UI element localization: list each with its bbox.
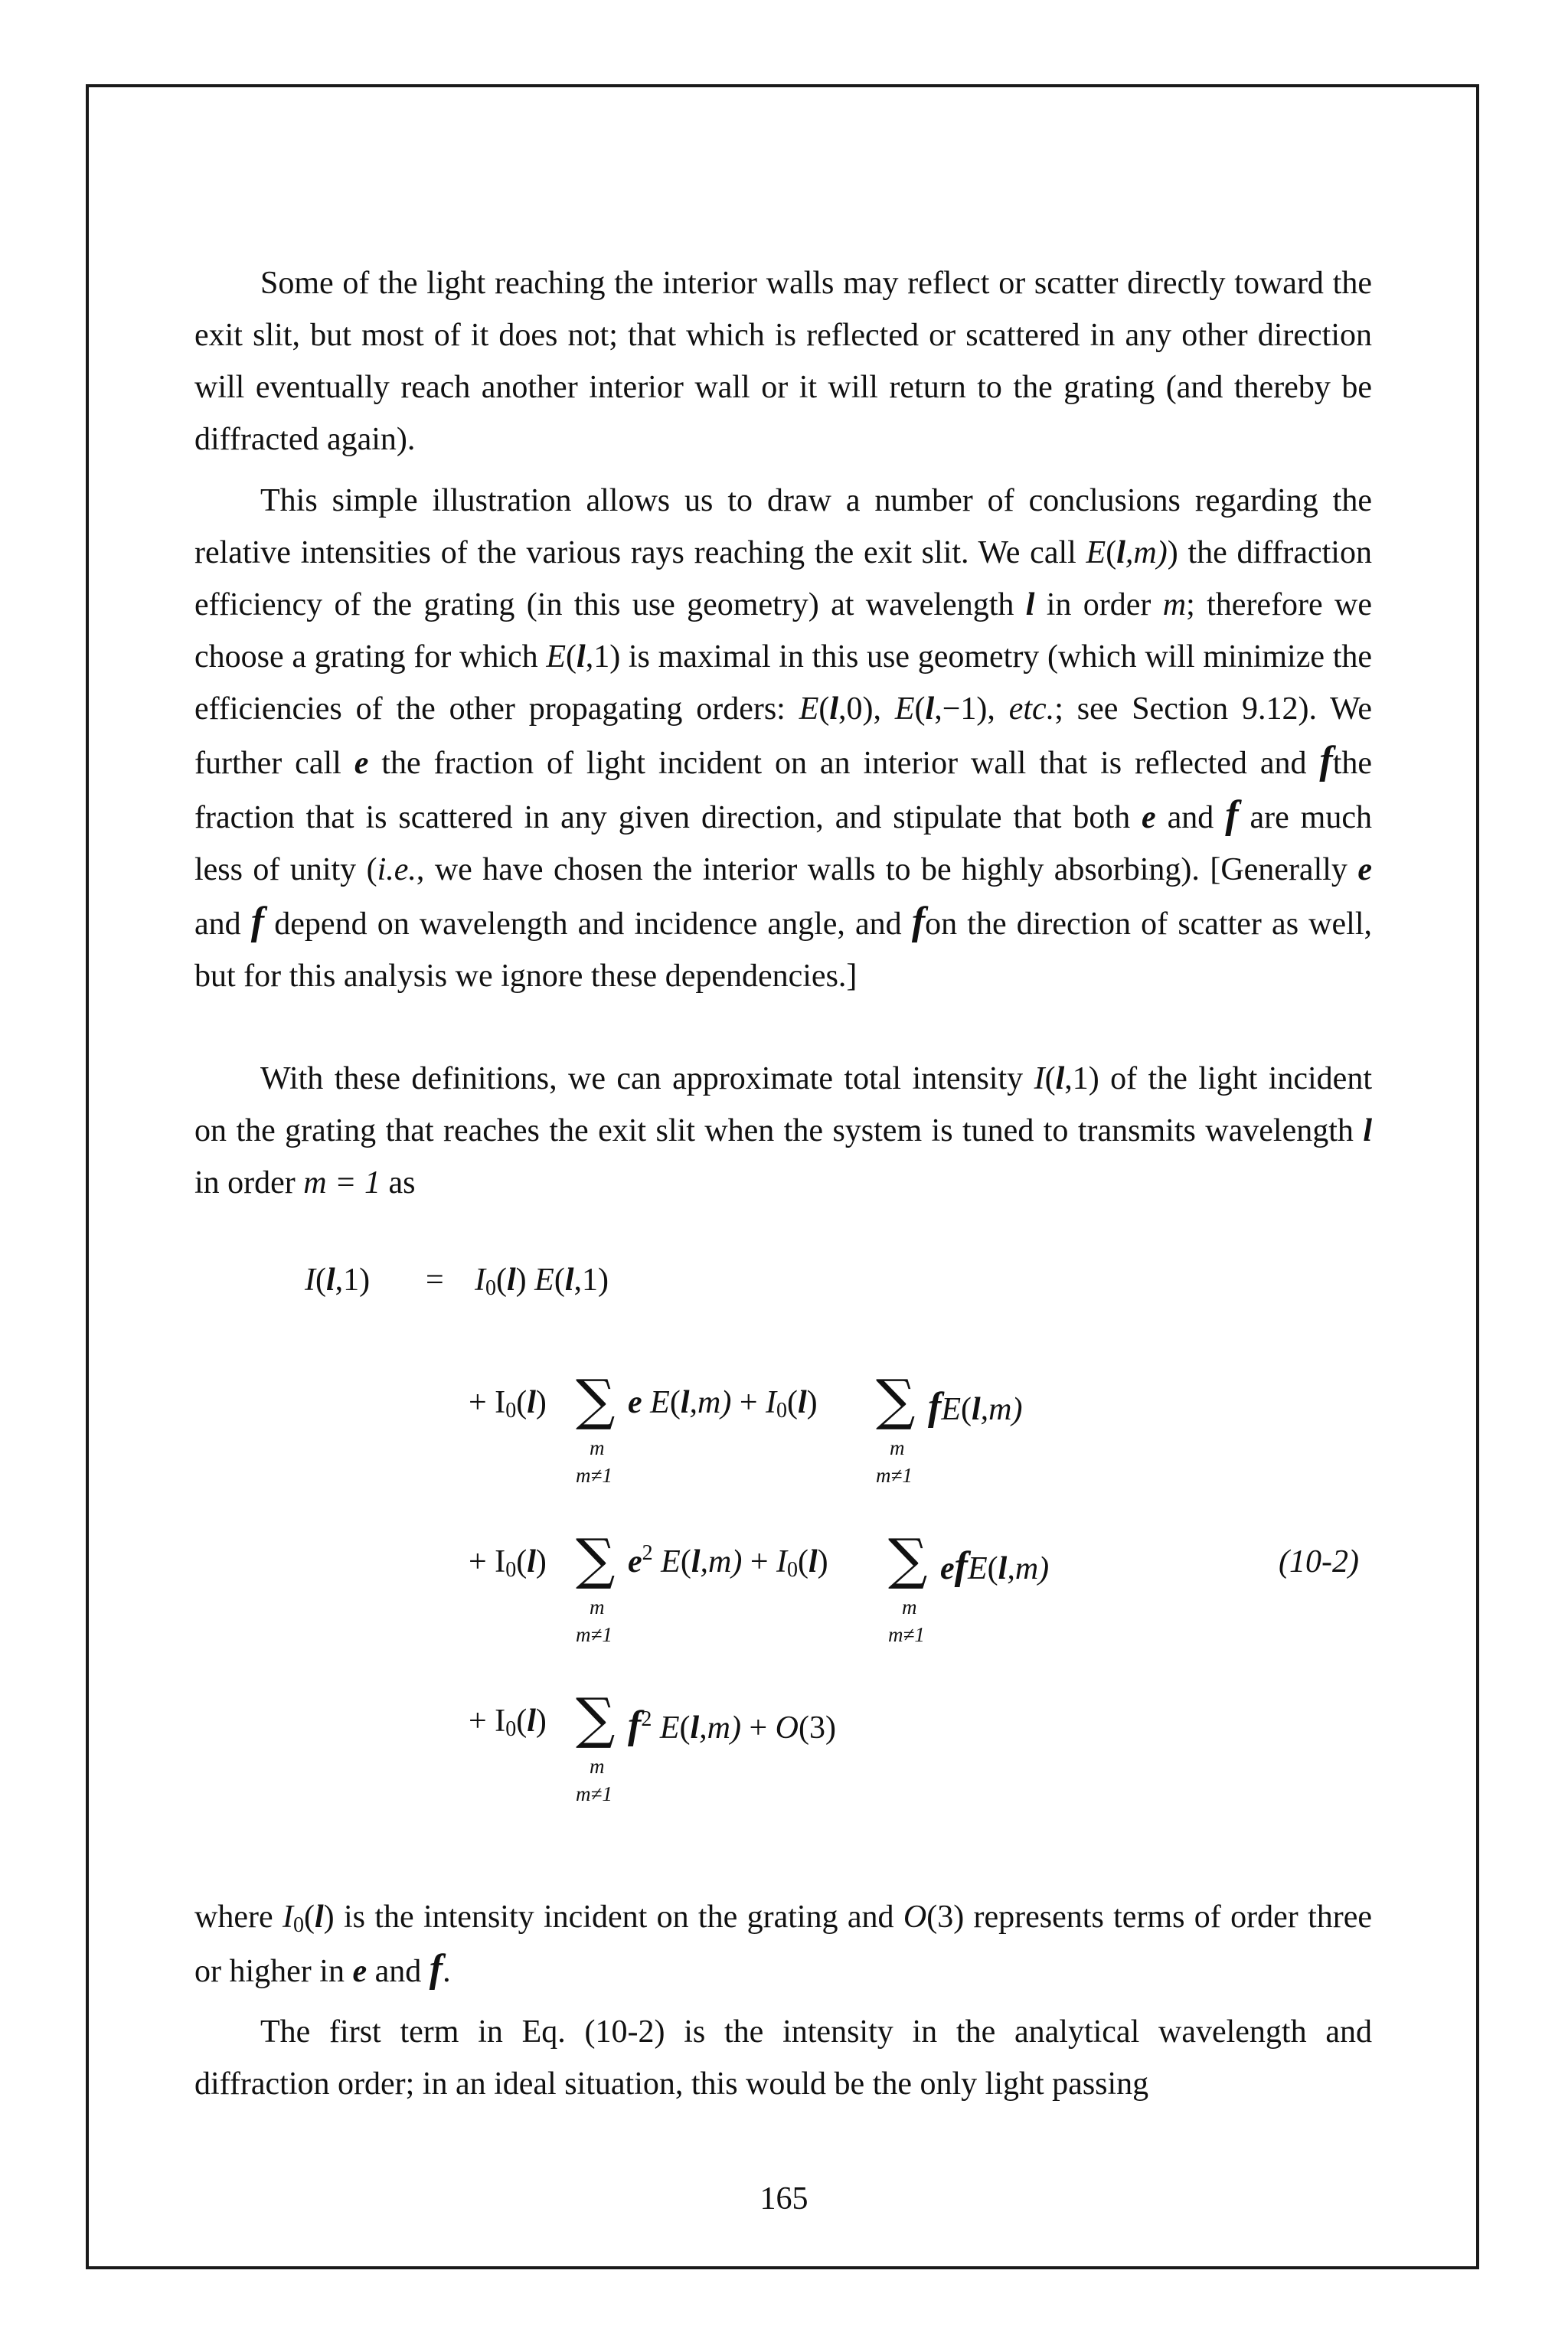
sum-condition-5: m≠1 [576, 1782, 612, 1805]
equation-line-3-term-2: efE(l,m) [940, 1544, 1050, 1588]
paragraph-4-text: where $I_0(l)$ is the intensity incident on the grating and O(3) represents terms of order three or higher in e and f. [194, 1900, 1373, 1991]
sum-condition-4: m≠1 [888, 1623, 925, 1646]
equation-line-2-term-2: fE(l,m) [928, 1385, 1023, 1429]
sum-sigma-4: ∑ [888, 1527, 928, 1591]
equation-number: (10-2) [1279, 1544, 1359, 1579]
paragraph-2 [194, 475, 1372, 1002]
sum-index-5: m [590, 1755, 605, 1778]
equation-line-2-term-1: e $E(l,m) + I_0(l)$ [628, 1385, 818, 1423]
sum-index-3: m [590, 1596, 605, 1619]
paragraph-3-text: With these definitions, we can approximate total intensity I(l,1) of the light incident on the grating that reaches the exit slit when the system is tuned to transmits wavelength l in order m = 1 as [194, 1061, 1372, 1200]
page-number: 165 [760, 2181, 808, 2216]
paragraph-5 [194, 2006, 1372, 2110]
sum-index-4: m [902, 1596, 917, 1619]
paragraph-2-text: This simple illustration allows us to draw a number of conclusions regarding the relative intensities of the various rays reaching the exit slit. We call E(l,m)) the diffraction efficiency of the grating (in this use geometry) at wavelength l in order m; therefore we choose a grating for which E(l,1) is maximal in this use geometry (which will minimize the efficiencies of the other propagating orders: E(l,0), E(l,−1), etc.; see Section 9.12). We further call e the fraction of light incident on an interior wall that is reflected and fthe fraction that is scattered in any given direction, and stipulate that both e and f are much less of unity (i.e., we have chosen the interior walls to be highly absorbing). [Generally e and f depend on wavelength and incidence angle, and fon the direction of scatter as well, but for this analysis we ignore these dependencies.] [194, 483, 1373, 994]
sum-index-1: m [590, 1436, 605, 1459]
paragraph-3 [194, 1053, 1372, 1209]
equation-line-4-term: $f^2$ E(l,m) + O(3) [628, 1704, 836, 1747]
paragraph-5-text: The first term in Eq. (10-2) is the intensity in the analytical wavelength and diffraction order; in an ideal situation, this would be the only light passing [194, 2014, 1372, 2102]
paragraph-1-text: Some of the light reaching the interior walls may reflect or scatter directly toward the exit slit, but most of it does not; that which is reflected or scattered in any other direction will eventually reach another interior wall or it will return to the grating (and thereby be diffracted again). [194, 266, 1372, 457]
sum-condition-1: m≠1 [576, 1464, 612, 1487]
equation-line-2: + $I_0(l)$ [469, 1385, 547, 1423]
equation-line-3: + $I_0(l)$ [469, 1544, 547, 1582]
sum-sigma-5: ∑ [576, 1686, 616, 1750]
paragraph-4 [194, 1891, 1372, 1998]
equation-line-1-rhs: $I_0(l)$ E(l,1) [475, 1263, 609, 1300]
equals-sign: = [426, 1263, 444, 1298]
sum-condition-3: m≠1 [576, 1623, 612, 1646]
equation-line-4: + $I_0(l)$ [469, 1704, 547, 1741]
sum-condition-2: m≠1 [876, 1464, 913, 1487]
paragraph-1 [194, 257, 1372, 466]
sum-index-2: m [890, 1436, 905, 1459]
equation-line-3-term-1: $e^2$ $E(l,m) + I_0(l)$ [628, 1541, 828, 1582]
sum-sigma-1: ∑ [576, 1367, 616, 1432]
sum-sigma-3: ∑ [576, 1527, 616, 1591]
equation-line-1: I(l,1) [305, 1263, 371, 1298]
sum-sigma-2: ∑ [876, 1367, 916, 1432]
